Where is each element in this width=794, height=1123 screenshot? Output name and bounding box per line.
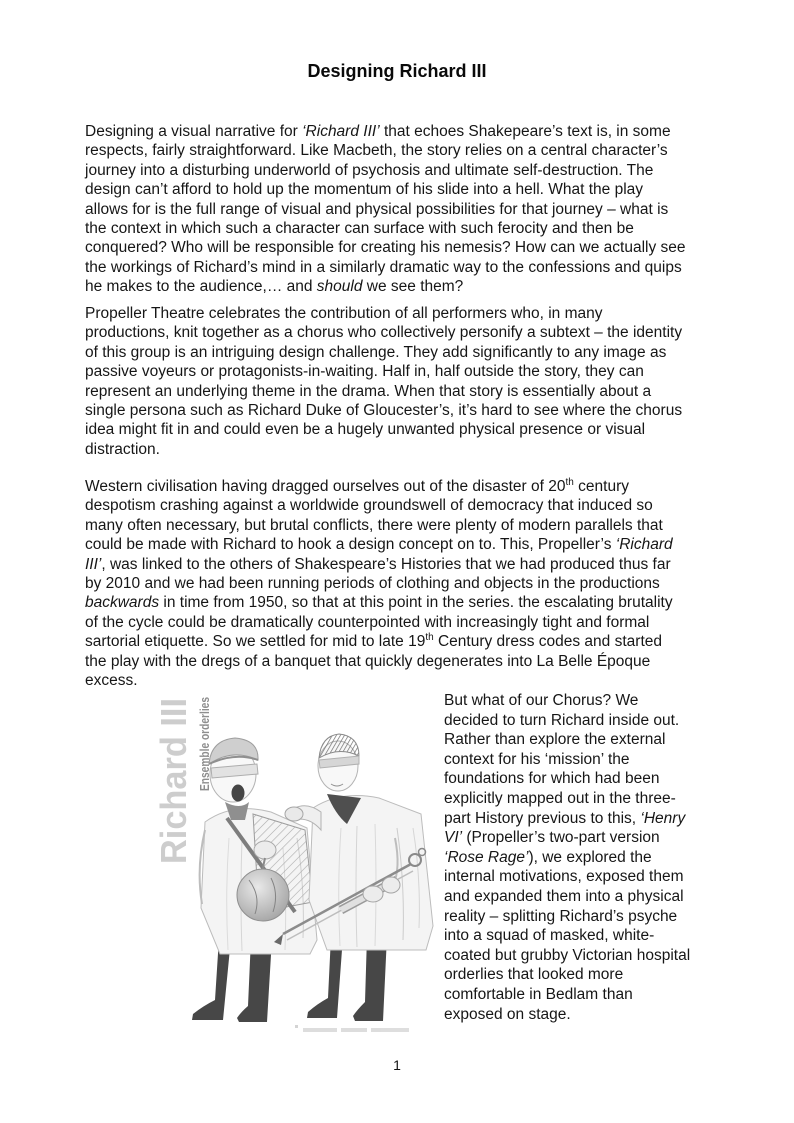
left-orderly-figure (192, 738, 317, 1022)
body-paragraph-1: Designing a visual narrative for ‘Richard III’ that echoes Shakepeare’s text is, in some respects, fairly straightforward. Like Macbeth, the story relies on a central character’s journey into a disturbing underworld of psychosis and ultimate self-destruction. The design can’t afford to hold up the momentum of his slide into a hell. What the play allows for is the full range of visual and physical possibilities for that journey – what is the context in which such a character can surface with such ferocity and then be conquered? Who will be responsible for creating his nemesis? How can we actually see the workings of Richard’s mind in a similarly dramatic way to the confessions and quips he makes to the audience,… and should we see them? (85, 123, 686, 296)
orderlies-sketch-image (145, 688, 437, 1040)
page-number: 1 (393, 1057, 401, 1073)
watermark-richard-iii: Richard III (153, 689, 194, 864)
page-title: Designing Richard III (307, 61, 487, 81)
image-credit-smudge (295, 1025, 409, 1032)
watermark-ensemble-orderlies: Ensemble orderlies (197, 688, 212, 791)
body-paragraph-2: Propeller Theatre celebrates the contribution of all performers who, in many productions, knit together as a chorus who collectively personify a subtext – the identity of this group is an intriguing design challenge. They add significantly to any image as passive voyeurs or protagonists-in-waiting. Half in, half outside the story, they can represent an underlying theme in the drama. When that story is essentially about a single persona such as Richard Duke of Gloucester’s, it’s hard to see where the chorus idea might fit in and could even be a hugely unwanted physical presence or visual distraction. (85, 305, 683, 458)
side-paragraph: But what of our Chorus? We decided to turn Richard inside out. Rather than explore the external context for his ‘mission’ the foundations for which had been explicitly mapped out in the three-part History previous to this, ‘Henry VI’ (Propeller’s two-part version ‘Rose Rage’), we explored the internal motivations, exposed them and expanded them into a physical reality – splitting Richard’s psyche into a squad of masked, white-coated but grubby Victorian hospital orderlies that looked more comfortable in Bedlam than exposed on stage. (444, 692, 691, 1023)
body-paragraph-3: Western civilisation having dragged ourselves out of the disaster of 20th century despotism crashing against a worldwide groundswell of democracy that induced so many often necessary, but brutal conflicts, there were plenty of modern parallels that could be made with Richard to hook a design concept on to. This, Propeller’s ‘Richard III’, was linked to the others of Shakespeare’s Histories that we had produced thus far by 2010 and we had been running periods of clothing and objects in the productions backwards in time from 1950, so that at this point in the series. the escalating brutality of the cycle could be dramatically counterpointed with increasingly tight and formal sartorial etiquette. So we settled for mid to late 19th Century dress codes and started the play with the dregs of a banquet that quickly degenerates into La Belle Époque excess. (85, 476, 673, 690)
orderlies-sketch-figure (145, 688, 437, 1040)
